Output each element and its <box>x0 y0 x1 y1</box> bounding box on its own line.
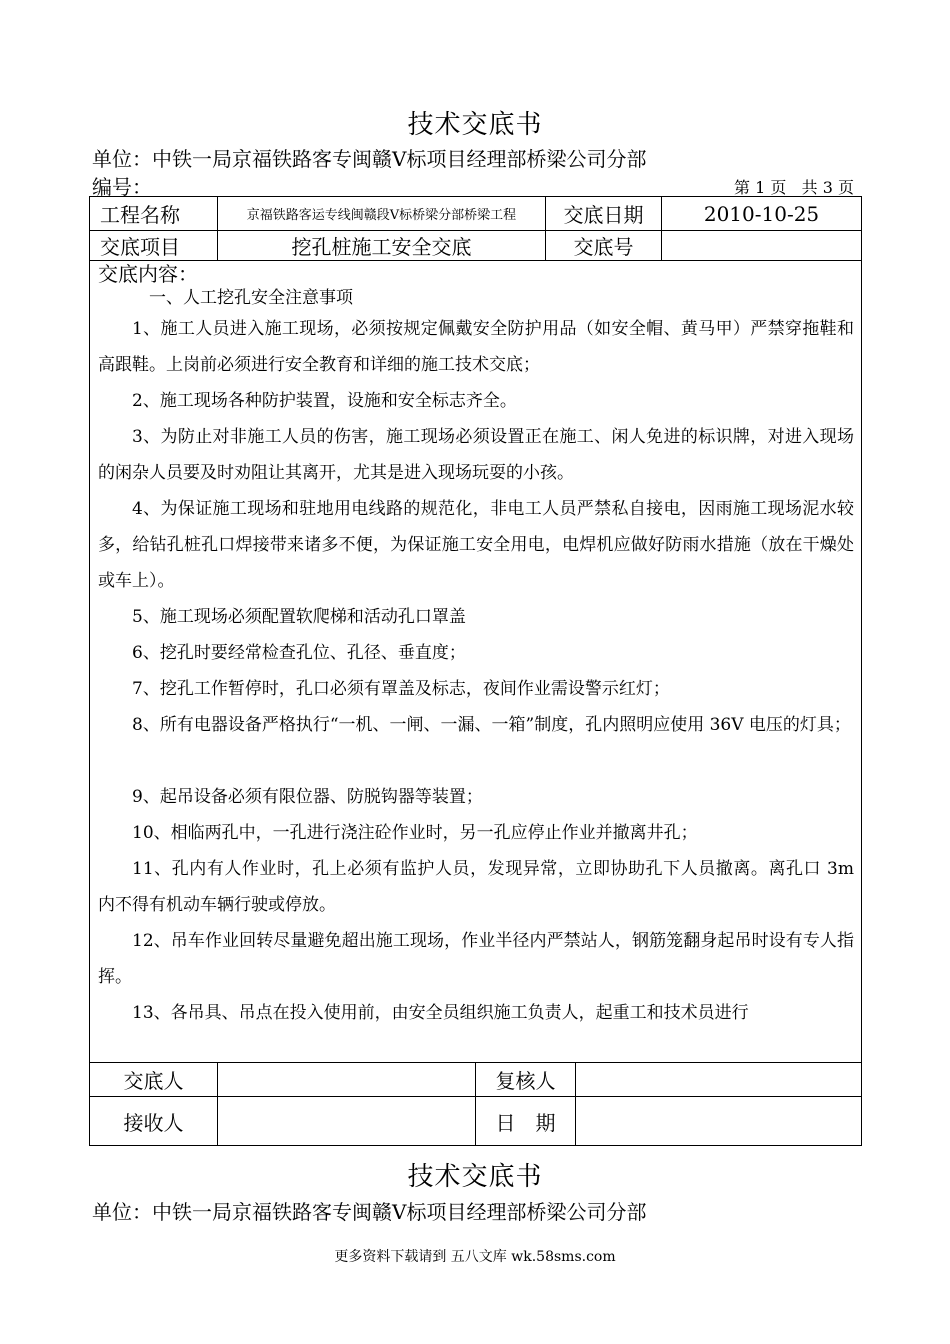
item-label: 交底项目 <box>90 231 218 261</box>
footer-note: 更多资料下载请到 五八文库 wk.58sms.com <box>334 1249 616 1265</box>
receiver-label: 接收人 <box>90 1097 218 1146</box>
item-value: 挖孔桩施工安全交底 <box>218 231 546 261</box>
content-label: 交底内容： <box>98 262 198 286</box>
receiver-value <box>218 1097 476 1146</box>
code-label: 编号： <box>92 175 152 199</box>
sign-table <box>89 1062 862 1146</box>
unit-line: 单位：中铁一局京福铁路客专闽赣Ⅴ标项目经理部桥梁公司分部 <box>92 147 647 171</box>
paragraph-12: 12、吊车作业回转尽量避免超出施工现场，作业半径内严禁站人，钢筋笼翻身起吊时设有专人指挥。 <box>98 931 854 987</box>
paragraph-3: 3、为防止对非施工人员的伤害，施工现场必须设置正在施工、闲人免进的标识牌，对进入现场的闲杂人员要及时劝阻让其离开，尤其是进入现场玩耍的小孩。 <box>98 427 854 483</box>
repeat-title: 技术交底书 <box>407 1162 543 1192</box>
sign-row-2 <box>90 1097 862 1146</box>
code-row <box>92 171 854 199</box>
discloser-label: 交底人 <box>90 1063 218 1097</box>
paragraph-7: 7、挖孔工作暂停时，孔口必须有罩盖及标志，夜间作业需设警示红灯； <box>132 679 670 699</box>
paragraph-8: 8、所有电器设备严格执行“一机、一闸、一漏、一箱”制度，孔内照明应使用 36V 电压的灯具； <box>132 715 851 735</box>
sign-date-label: 日 期 <box>476 1097 576 1146</box>
date-value: 2010-10-25 <box>662 197 862 231</box>
date-label: 交底日期 <box>546 197 662 231</box>
project-label: 工程名称 <box>90 197 218 231</box>
reviewer-value <box>576 1063 862 1097</box>
discloser-value <box>218 1063 476 1097</box>
paragraph-5: 5、施工现场必须配置软爬梯和活动孔口罩盖 <box>132 607 466 627</box>
sign-date-value <box>576 1097 862 1146</box>
paragraph-11: 11、孔内有人作业时，孔上必须有监护人员，发现异常，立即协助孔下人员撤离。离孔口 3m 内不得有机动车辆行驶或停放。 <box>98 859 854 915</box>
paragraph-13: 13、各吊具、吊点在投入使用前，由安全员组织施工负责人，起重工和技术员进行 <box>132 1003 749 1023</box>
info-row-project <box>90 197 862 231</box>
paragraph-4: 4、为保证施工现场和驻地用电线路的规范化，非电工人员严禁私自接电，因雨施工现场泥水较多，给钻孔桩孔口焊接带来诸多不便，为保证施工安全用电，电焊机应做好防雨水措施（放在干燥处或车上）。 <box>98 499 854 591</box>
document-title: 技术交底书 <box>407 110 543 140</box>
content-box <box>89 256 862 1063</box>
project-value: 京福铁路客运专线闽赣段Ⅴ标桥梁分部桥梁工程 <box>218 197 546 231</box>
reviewer-label: 复核人 <box>476 1063 576 1097</box>
paragraph-9: 9、起吊设备必须有限位器、防脱钩器等装置； <box>132 787 483 807</box>
sign-row-1 <box>90 1063 862 1097</box>
paragraph-1: 1、施工人员进入施工现场，必须按规定佩戴安全防护用品（如安全帽、黄马甲）严禁穿拖鞋和高跟鞋。上岗前必须进行安全教育和详细的施工技术交底； <box>98 319 854 375</box>
paragraph-10: 10、相临两孔中，一孔进行浇注砼作业时，另一孔应停止作业并撤离井孔； <box>132 823 698 843</box>
repeat-unit-line: 单位：中铁一局京福铁路客专闽赣Ⅴ标项目经理部桥梁公司分部 <box>92 1200 647 1224</box>
number-label: 交底号 <box>546 231 662 261</box>
content-heading: 一、人工挖孔安全注意事项 <box>149 288 353 308</box>
paragraph-2: 2、施工现场各种防护装置，设施和安全标志齐全。 <box>132 391 517 411</box>
page-info: 第 1 页 共 3 页 <box>734 178 854 197</box>
info-table <box>89 196 862 261</box>
paragraph-6: 6、挖孔时要经常检查孔位、孔径、垂直度； <box>132 643 466 663</box>
